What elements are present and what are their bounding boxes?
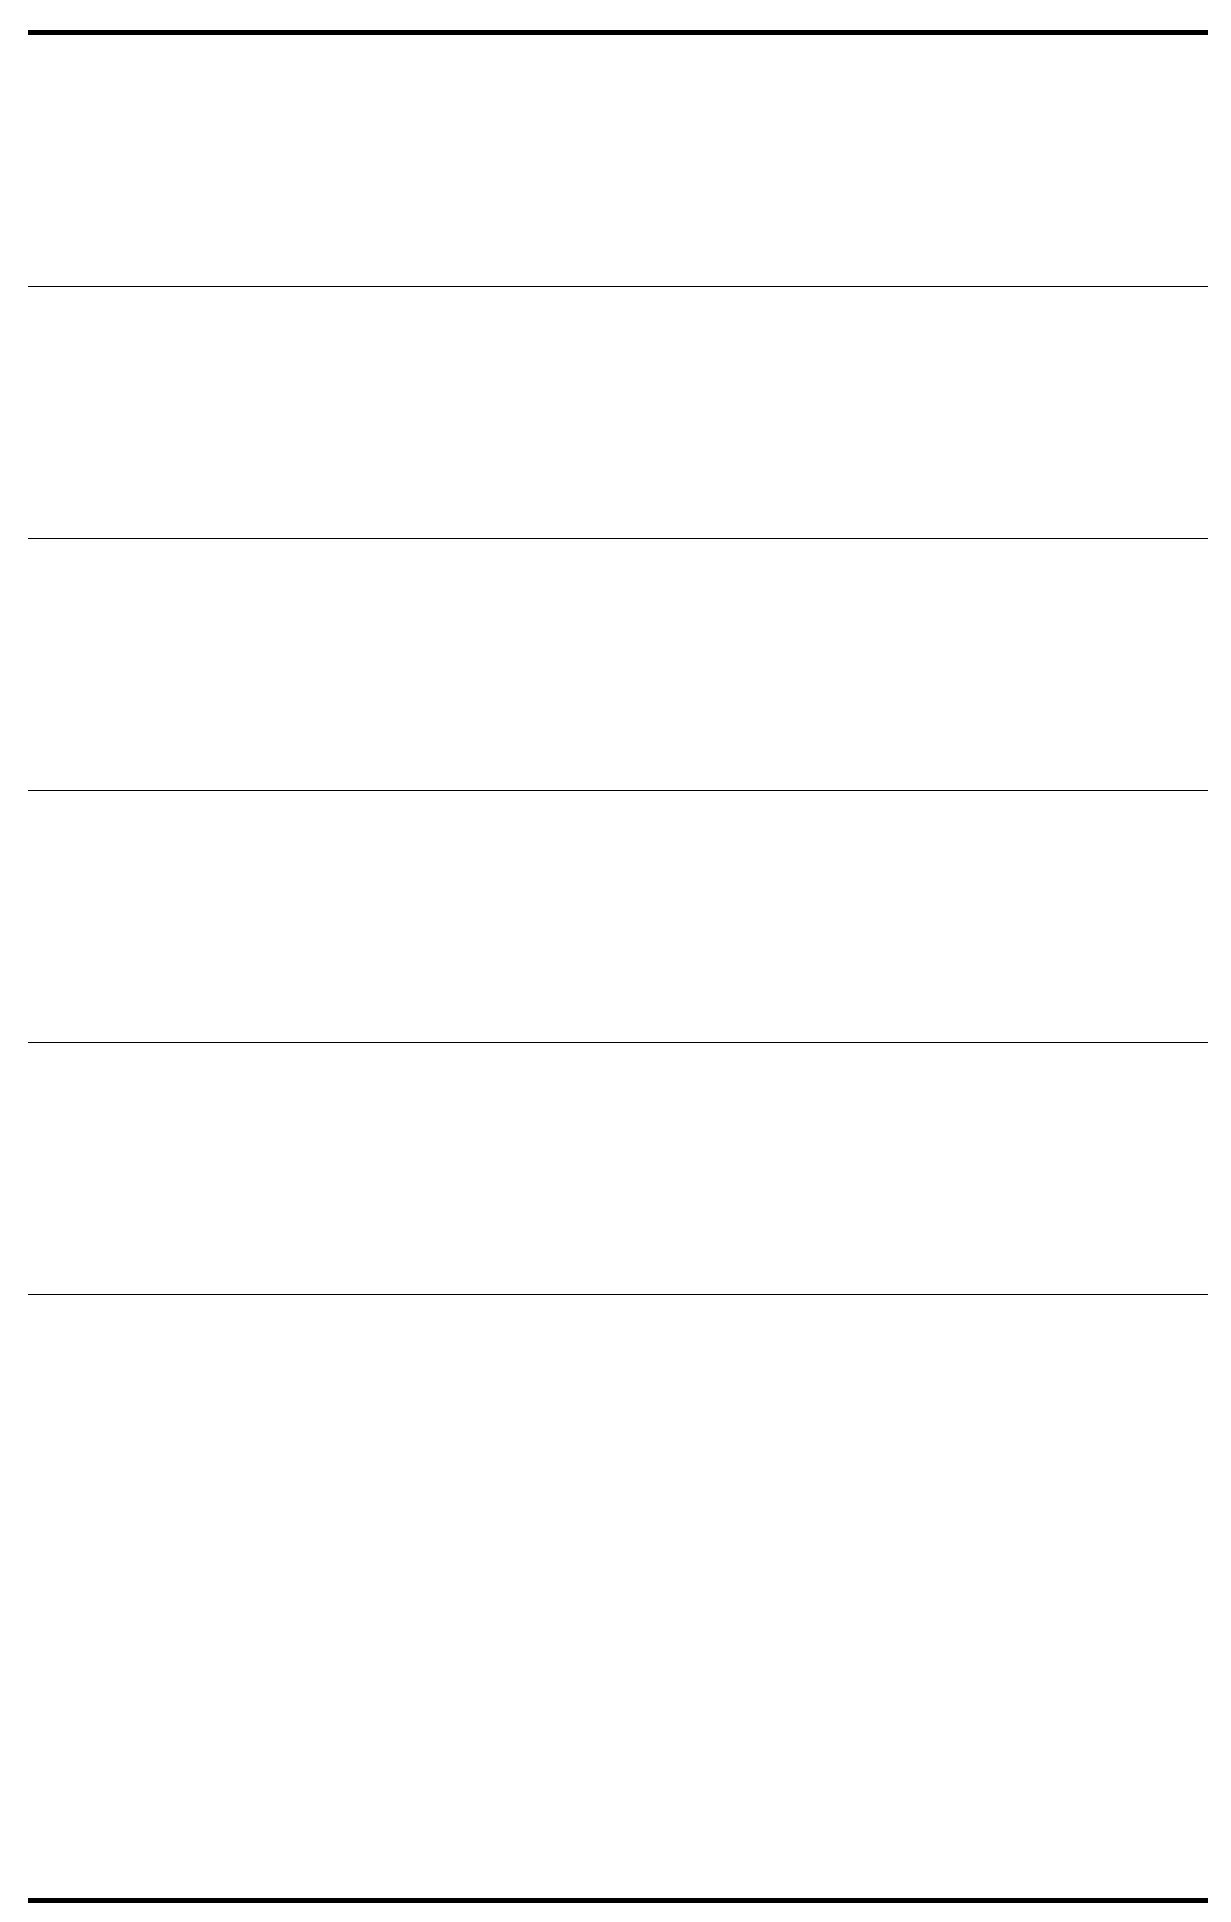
top-rule — [28, 30, 1208, 35]
text-line — [136, 292, 182, 336]
text-line — [892, 292, 938, 336]
proposer-heading — [406, 1048, 452, 1092]
text-line — [460, 1048, 506, 1092]
text-line — [298, 292, 344, 336]
proposer-heading — [136, 1300, 182, 1344]
band-divider — [28, 790, 1208, 791]
text-line — [1054, 544, 1100, 588]
text-line — [622, 292, 668, 336]
text-line — [784, 544, 830, 588]
text-line — [514, 1300, 560, 1344]
text-line — [190, 1048, 236, 1092]
text-band-4 — [28, 796, 1208, 1036]
text-line — [136, 544, 182, 588]
text-line — [784, 796, 830, 840]
text-line — [838, 1300, 884, 1344]
text-band-2 — [28, 292, 1208, 532]
text-line — [460, 544, 506, 588]
text-line — [1162, 796, 1208, 840]
text-line — [1000, 292, 1046, 336]
text-line — [730, 40, 776, 84]
text-line — [352, 1300, 398, 1344]
text-line — [136, 796, 182, 840]
band-divider — [28, 286, 1208, 287]
text-line — [946, 40, 992, 84]
text-line — [568, 1048, 614, 1092]
text-line — [514, 544, 560, 588]
text-line — [676, 796, 722, 840]
text-band-5 — [28, 1048, 1208, 1288]
band-divider — [28, 538, 1208, 539]
text-line — [1000, 40, 1046, 84]
text-line — [838, 544, 884, 588]
proposer-heading — [190, 1300, 236, 1344]
text-line — [784, 1048, 830, 1092]
text-line — [676, 1048, 722, 1092]
text-line — [244, 292, 290, 336]
band-divider — [28, 1294, 1208, 1295]
text-line — [82, 544, 128, 588]
text-line — [1162, 1048, 1208, 1092]
text-line — [838, 796, 884, 840]
text-line — [676, 544, 722, 588]
text-line — [406, 40, 452, 84]
text-line — [622, 40, 668, 84]
text-line — [28, 1300, 74, 1344]
proposer-heading — [190, 40, 236, 84]
text-line — [28, 1048, 74, 1092]
text-band-1 — [28, 40, 1208, 280]
text-line — [676, 292, 722, 336]
proposer-heading — [352, 1048, 398, 1092]
text-line — [1162, 1300, 1208, 1344]
text-line — [82, 292, 128, 336]
proposer-heading — [244, 40, 290, 84]
text-line — [730, 292, 776, 336]
bottom-rule — [28, 1898, 1208, 1903]
text-line — [28, 292, 74, 336]
text-line — [514, 292, 560, 336]
text-line — [622, 1300, 668, 1344]
text-line — [514, 40, 560, 84]
text-line — [838, 1048, 884, 1092]
text-line — [298, 1048, 344, 1092]
text-line — [784, 292, 830, 336]
text-line — [892, 40, 938, 84]
text-line — [1108, 1048, 1154, 1092]
text-line — [82, 1048, 128, 1092]
text-line — [946, 544, 992, 588]
text-line — [730, 1048, 776, 1092]
text-line — [622, 796, 668, 840]
text-line — [460, 40, 506, 84]
text-line — [1162, 292, 1208, 336]
text-line — [244, 1048, 290, 1092]
proposer-heading — [946, 796, 992, 840]
text-line — [892, 544, 938, 588]
text-line — [730, 796, 776, 840]
text-line — [460, 1300, 506, 1344]
text-line — [730, 1300, 776, 1344]
text-line — [568, 544, 614, 588]
text-line — [946, 292, 992, 336]
text-line — [514, 1048, 560, 1092]
text-line — [568, 796, 614, 840]
text-line — [892, 1300, 938, 1344]
text-line — [1108, 40, 1154, 84]
text-line — [352, 40, 398, 84]
text-line — [730, 544, 776, 588]
text-band-6 — [28, 1300, 1208, 1892]
text-line — [244, 544, 290, 588]
text-line — [676, 40, 722, 84]
text-line — [28, 544, 74, 588]
text-line — [352, 292, 398, 336]
text-line — [1054, 292, 1100, 336]
text-line — [1162, 544, 1208, 588]
text-line — [1000, 544, 1046, 588]
text-line — [244, 1300, 290, 1344]
text-line — [82, 796, 128, 840]
text-line — [1000, 1300, 1046, 1344]
text-line — [838, 40, 884, 84]
text-line — [298, 40, 344, 84]
text-line — [1108, 796, 1154, 840]
text-line — [622, 1048, 668, 1092]
text-band-3 — [28, 544, 1208, 784]
text-line — [82, 40, 128, 84]
text-line — [190, 796, 236, 840]
text-line — [1108, 1300, 1154, 1344]
text-line — [406, 796, 452, 840]
text-line — [568, 292, 614, 336]
text-line — [892, 1048, 938, 1092]
text-line — [676, 1300, 722, 1344]
text-line — [568, 1300, 614, 1344]
text-line — [82, 1300, 128, 1344]
text-line — [352, 796, 398, 840]
text-line — [1162, 40, 1208, 84]
text-line — [460, 292, 506, 336]
text-line — [406, 544, 452, 588]
text-line — [298, 796, 344, 840]
text-line — [244, 796, 290, 840]
text-line — [946, 1048, 992, 1092]
text-line — [298, 1300, 344, 1344]
text-line — [460, 796, 506, 840]
text-line — [946, 1300, 992, 1344]
proposer-heading — [1000, 796, 1046, 840]
text-line — [1054, 796, 1100, 840]
text-line — [892, 796, 938, 840]
text-line — [136, 40, 182, 84]
text-line — [406, 1300, 452, 1344]
text-line — [352, 544, 398, 588]
text-line — [1000, 1048, 1046, 1092]
text-line — [28, 40, 74, 84]
text-line — [1054, 40, 1100, 84]
text-line — [568, 40, 614, 84]
text-line — [298, 544, 344, 588]
band-divider — [28, 1042, 1208, 1043]
text-line — [784, 1300, 830, 1344]
text-line — [784, 40, 830, 84]
text-line — [514, 796, 560, 840]
text-line — [190, 544, 236, 588]
text-line — [28, 796, 74, 840]
text-line — [136, 1048, 182, 1092]
text-line — [1054, 1300, 1100, 1344]
text-line — [1054, 1048, 1100, 1092]
text-line — [622, 544, 668, 588]
text-line — [190, 292, 236, 336]
text-line — [1108, 544, 1154, 588]
text-line — [838, 292, 884, 336]
text-line — [1108, 292, 1154, 336]
text-line — [406, 292, 452, 336]
